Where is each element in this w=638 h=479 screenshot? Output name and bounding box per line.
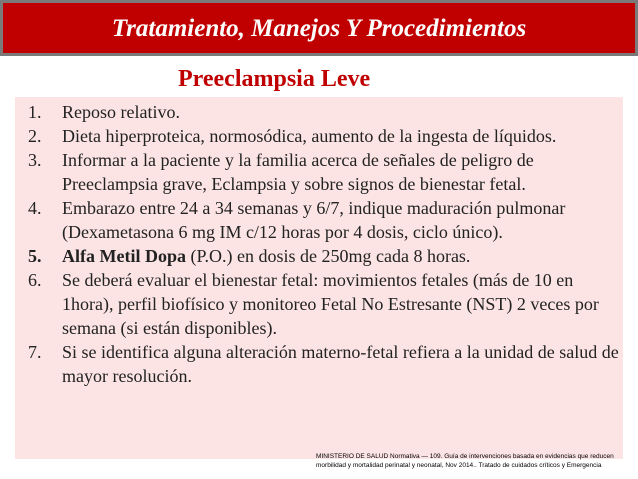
slide-title: Tratamiento, Manejos Y Procedimientos (111, 15, 527, 42)
citation: MINISTERIO DE SALUD Normativa — 109. Guía de intervenciones basada en evidencias que reducen morbilidad y mortalidad perinatal y neonatal, Nov 2014.. Tratado de cuidados críticos y Emergencia (316, 453, 614, 469)
list-item-text: (P.O.) en dosis de 250mg cada 8 horas. (185, 246, 471, 266)
list-item (28, 340, 620, 388)
list-item-text: Embarazo entre 24 a 34 semanas y 6/7, indique maduración pulmonar (Dexametasona 6 mg IM c/12 horas por 4 dosis, ciclo único). (62, 198, 566, 242)
list-item-number: 5. (28, 246, 42, 266)
list-item-text: Si se identifica alguna alteración materno-fetal refiera a la unidad de salud de mayor resolución. (62, 342, 619, 386)
list-item-number: 3. (28, 150, 42, 170)
list-item-text: Reposo relativo. (62, 102, 180, 122)
treatment-list (28, 100, 620, 388)
list-item (28, 100, 620, 124)
list-item-number: 4. (28, 198, 42, 218)
slide-subtitle: Preeclampsia Leve (178, 66, 371, 92)
title-bar (0, 0, 638, 56)
list-item-text: Se deberá evaluar el bienestar fetal: movimientos fetales (más de 10 en 1hora), perfil biofísico y monitoreo Fetal No Estresante (NST) 2 veces por semana (si están disponibles). (62, 270, 599, 338)
list-item-number: 7. (28, 342, 42, 362)
list-item (28, 148, 620, 196)
list-item-number: 2. (28, 126, 42, 146)
list-item (28, 268, 620, 340)
list-item-number: 1. (28, 102, 42, 122)
list-item (28, 196, 620, 244)
list-item-text: Informar a la paciente y la familia acerca de señales de peligro de Preeclampsia grave, Eclampsia y sobre signos de bienestar fetal. (62, 150, 534, 194)
list-item (28, 124, 620, 148)
list-item-text: Dieta hiperproteica, normosódica, aumento de la ingesta de líquidos. (62, 126, 557, 146)
drug-name: Alfa Metil Dopa (62, 246, 186, 266)
list-item (28, 244, 620, 268)
list-item-number: 6. (28, 270, 42, 290)
